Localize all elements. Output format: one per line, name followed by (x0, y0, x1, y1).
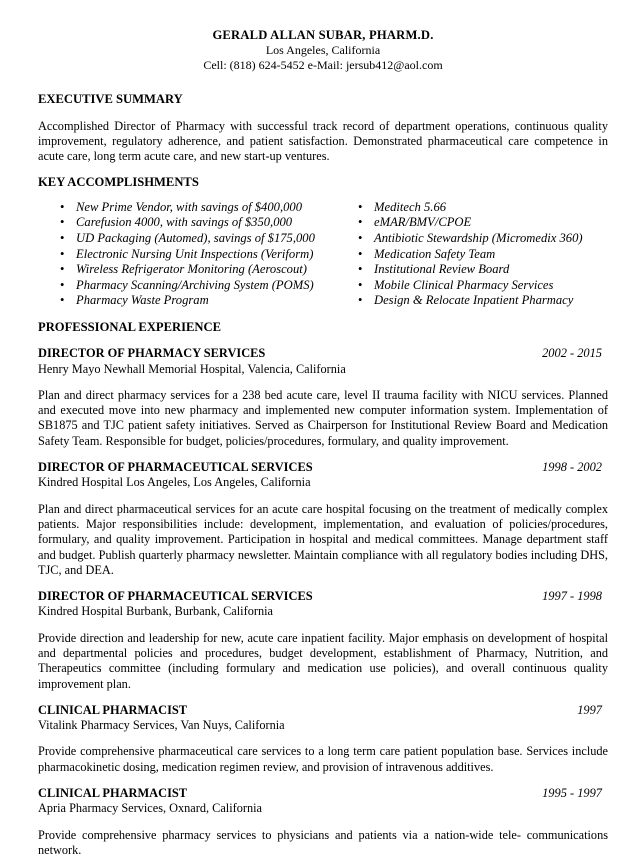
accomplishment-item: • eMAR/BMV/CPOE (336, 215, 606, 231)
job-description: Provide comprehensive pharmacy services to physicians and patients via a nation-wide tele- communications network. (38, 827, 608, 857)
candidate-location: Los Angeles, California (265, 43, 381, 58)
accomplishments-title: KEY ACCOMPLISHMENTS (38, 175, 199, 190)
job-organization: Vitalink Pharmacy Services, Van Nuys, California (38, 718, 285, 733)
executive-summary-section (38, 92, 608, 164)
job-description: Plan and direct pharmaceutical services for an acute care hospital focusing on the treatment of medically complex patients. Major responsibilities include: development, implementation, and evaluation of policies/procedures, formulary, and quality improvement. Participation in hospital and medical committees. Manage department staff and budget. Publish quarterly pharmacy newsletter. Maintain compliance with all regulatory bodies including DHS, TJC, and DEA. (38, 501, 608, 577)
job-title: CLINICAL PHARMACIST (38, 702, 188, 717)
accomplishment-item: • UD Packaging (Automed), savings of $175,000 (38, 231, 328, 247)
job-dates: 1997 (577, 702, 602, 717)
job-dates: 1995 - 1997 (542, 786, 602, 801)
job-description: Plan and direct pharmacy services for a 238 bed acute care, level II trauma facility with NICU services. Planned and executed move into new pharmacy and implemented new computer information system. Implementation of SB1875 and TJC patient safety initiatives. Served as Chairperson for Institutional Review Board and Medication Safety Team. Responsible for budget, policies/procedures, formulary, and quality improvement. (38, 387, 608, 448)
job-entry (38, 589, 608, 692)
job-title: CLINICAL PHARMACIST (38, 786, 188, 801)
job-header (38, 703, 608, 718)
job-title: DIRECTOR OF PHARMACY SERVICES (38, 346, 266, 361)
job-dates: 2002 - 2015 (542, 346, 602, 361)
accomplishment-item: • Wireless Refrigerator Monitoring (Aeroscout) (38, 262, 328, 278)
job-organization: Kindred Hospital Los Angeles, Los Angeles, California (38, 475, 311, 490)
job-organization: Kindred Hospital Burbank, Burbank, California (38, 604, 273, 619)
job-header (38, 589, 608, 604)
accomplishment-item: • Mobile Clinical Pharmacy Services (336, 278, 606, 294)
experience-title: PROFESSIONAL EXPERIENCE (38, 319, 221, 334)
job-entry (38, 703, 608, 775)
accomplishment-item: • Pharmacy Waste Program (38, 293, 328, 309)
candidate-contact: Cell: (818) 624-5452 e-Mail: jersub412@aol.com (203, 58, 443, 73)
accomplishment-item: • Electronic Nursing Unit Inspections (Veriform) (38, 247, 328, 263)
job-organization: Henry Mayo Newhall Memorial Hospital, Valencia, California (38, 361, 346, 376)
accomplishments-columns (38, 200, 608, 309)
executive-summary-title: EXECUTIVE SUMMARY (38, 92, 183, 107)
job-header (38, 786, 608, 801)
accomplishments-section (38, 175, 608, 308)
job-title: DIRECTOR OF PHARMACEUTICAL SERVICES (38, 589, 313, 604)
job-entry (38, 786, 608, 858)
job-entry (38, 346, 608, 449)
experience-section (38, 320, 608, 858)
job-header (38, 346, 608, 361)
resume-header (38, 28, 608, 73)
accomplishment-item: • Pharmacy Scanning/Archiving System (POMS) (38, 278, 328, 294)
job-organization: Apria Pharmacy Services, Oxnard, California (38, 801, 263, 816)
accomplishments-right-list (336, 200, 606, 309)
resume-page (38, 28, 608, 858)
accomplishment-item: • Antibiotic Stewardship (Micromedix 360) (336, 231, 606, 247)
accomplishment-item: • Carefusion 4000, with savings of $350,000 (38, 215, 328, 231)
candidate-name: GERALD ALLAN SUBAR, PHARM.D. (212, 28, 434, 42)
job-header (38, 460, 608, 475)
job-dates: 1998 - 2002 (542, 460, 602, 475)
accomplishment-item: • Medication Safety Team (336, 247, 606, 263)
job-description: Provide comprehensive pharmaceutical care services to a long term care patient population base. Services include pharmacokinetic dosing, medication regimen review, and provision of intravenous additives. (38, 744, 608, 774)
job-dates: 1997 - 1998 (542, 589, 602, 604)
accomplishment-item: • New Prime Vendor, with savings of $400,000 (38, 200, 328, 216)
accomplishment-item: • Design & Relocate Inpatient Pharmacy (336, 293, 606, 309)
accomplishment-item: • Meditech 5.66 (336, 200, 606, 216)
job-title: DIRECTOR OF PHARMACEUTICAL SERVICES (38, 460, 313, 475)
job-entry (38, 460, 608, 578)
job-description: Provide direction and leadership for new, acute care inpatient facility. Major emphasis on development of hospital and departmental policies and procedures, budget development, establishment of Pharmacy, Nutrition, and Therapeutics committee (including formulary and medication use policies), and overall continuous quality improvement plan. (38, 630, 608, 691)
accomplishment-item: • Institutional Review Board (336, 262, 606, 278)
accomplishments-left-list (38, 200, 328, 309)
executive-summary-text: Accomplished Director of Pharmacy with successful track record of department operations, continuous quality improvement, regulatory adherence, and patient satisfaction. Demonstrated pharmaceutical care competence in acute care, long term acute care, and new start-up ventures. (38, 118, 608, 164)
